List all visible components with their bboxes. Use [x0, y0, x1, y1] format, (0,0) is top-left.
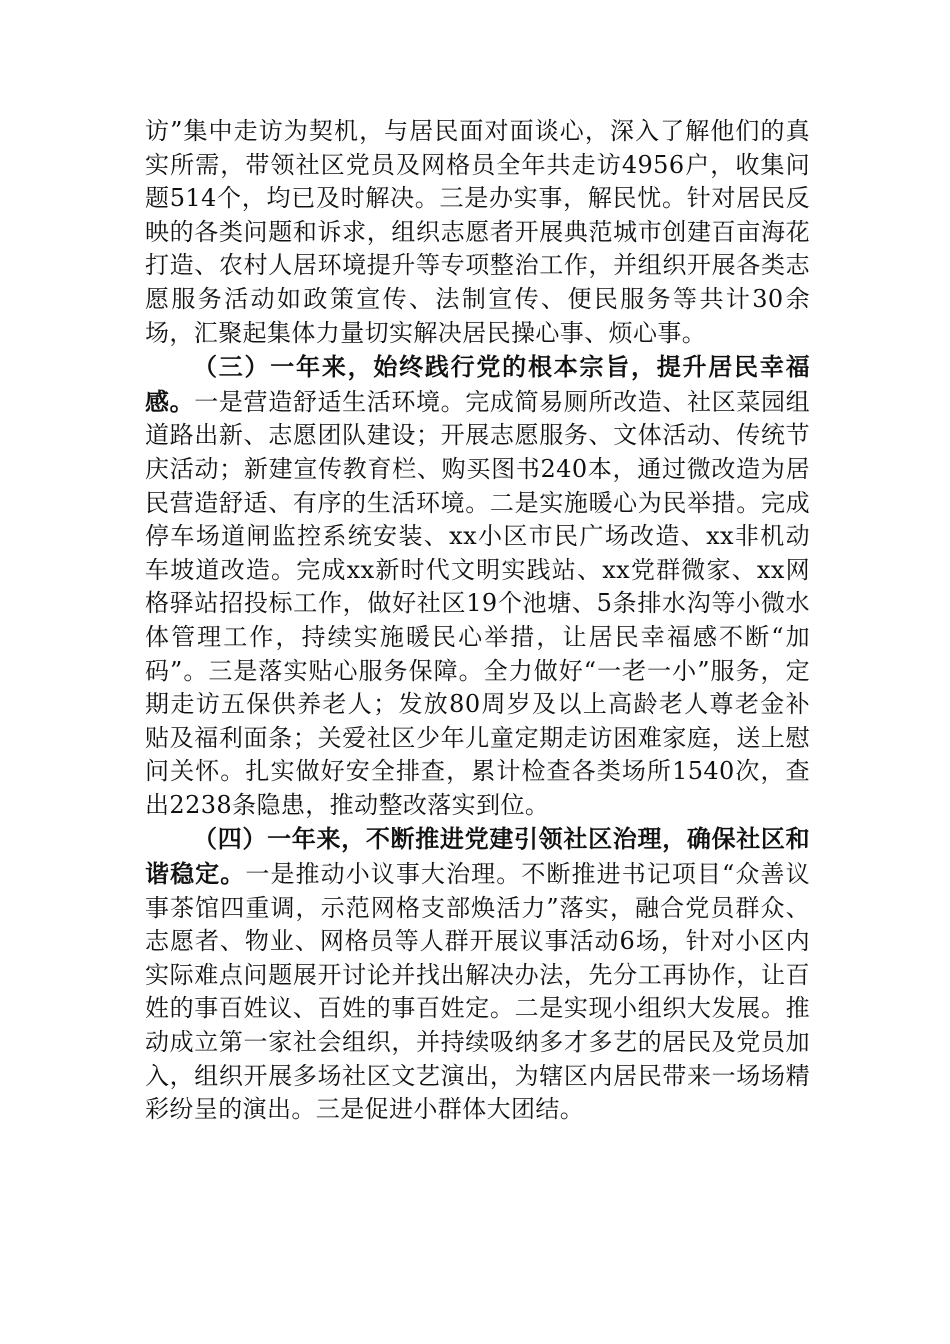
paragraph-section-4 [145, 822, 810, 1126]
section-4-text: 一是推动小议事大治理。不断推进书记项目“众善议事茶馆四重调，示范网格支部焕活力”落实，融合党员群众、志愿者、物业、网格员等人群开展议事活动6场，针对小区内实际难点问题展开讨论并找出解决办法，先分工再协作，让百姓的事百姓议、百姓的事百姓定。二是实现小组织大发展。推动成立第一家社会组织，并持续吸纳多才多艺的居民及党员加入，组织开展多场社区文艺演出，为辖区内居民带来一场场精彩纷呈的演出。三是促进小群体大团结。 [145, 860, 810, 1124]
section-3-heading: （三）一年来，始终践行党的根本宗旨，提升居民幸福感。 [145, 352, 810, 416]
section-4-heading: （四）一年来，不断推进党建引领社区治理，确保社区和谐稳定。 [145, 824, 810, 889]
document-body [145, 115, 810, 1127]
paragraph-section-3 [145, 350, 810, 822]
section-3-text: 一是营造舒适生活环境。完成简易厕所改造、社区菜园组道路出新、志愿团队建设；开展志愿服务、文体活动、传统节庆活动；新建宣传教育栏、购买图书240本，通过微改造为居民营造舒适、有序的生活环境。二是实施暖心为民举措。完成停车场道闸监控系统安装、xx小区市民广场改造、xx非机动车坡道改造。完成xx新时代文明实践站、xx党群微家、xx网格驿站招投标工作，做好社区19个池塘、5条排水沟等小微水体管理工作，持续实施暖民心举措，让居民幸福感不断“加码”。三是落实贴心服务保障。全力做好“一老一小”服务，定期走访五保供养老人；发放80周岁及以上高龄老人尊老金补贴及福利面条；关爱社区少年儿童定期走访困难家庭，送上慰问关怀。扎实做好安全排查，累计检查各类场所1540次，查出2238条隐患，推动整改落实到位。 [145, 387, 810, 819]
paragraph-continuation [145, 115, 810, 350]
paragraph-text: 访”集中走访为契机，与居民面对面谈心，深入了解他们的真实所需，带领社区党员及网格员全年共走访4956户，收集问题514个，均已及时解决。三是办实事，解民忧。针对居民反映的各类问题和诉求，组织志愿者开展典范城市创建百亩海花打造、农村人居环境提升等专项整治工作，并组织开展各类志愿服务活动如政策宣传、法制宣传、便民服务等共计30余场，汇聚起集体力量切实解决居民操心事、烦心事。 [145, 117, 810, 347]
